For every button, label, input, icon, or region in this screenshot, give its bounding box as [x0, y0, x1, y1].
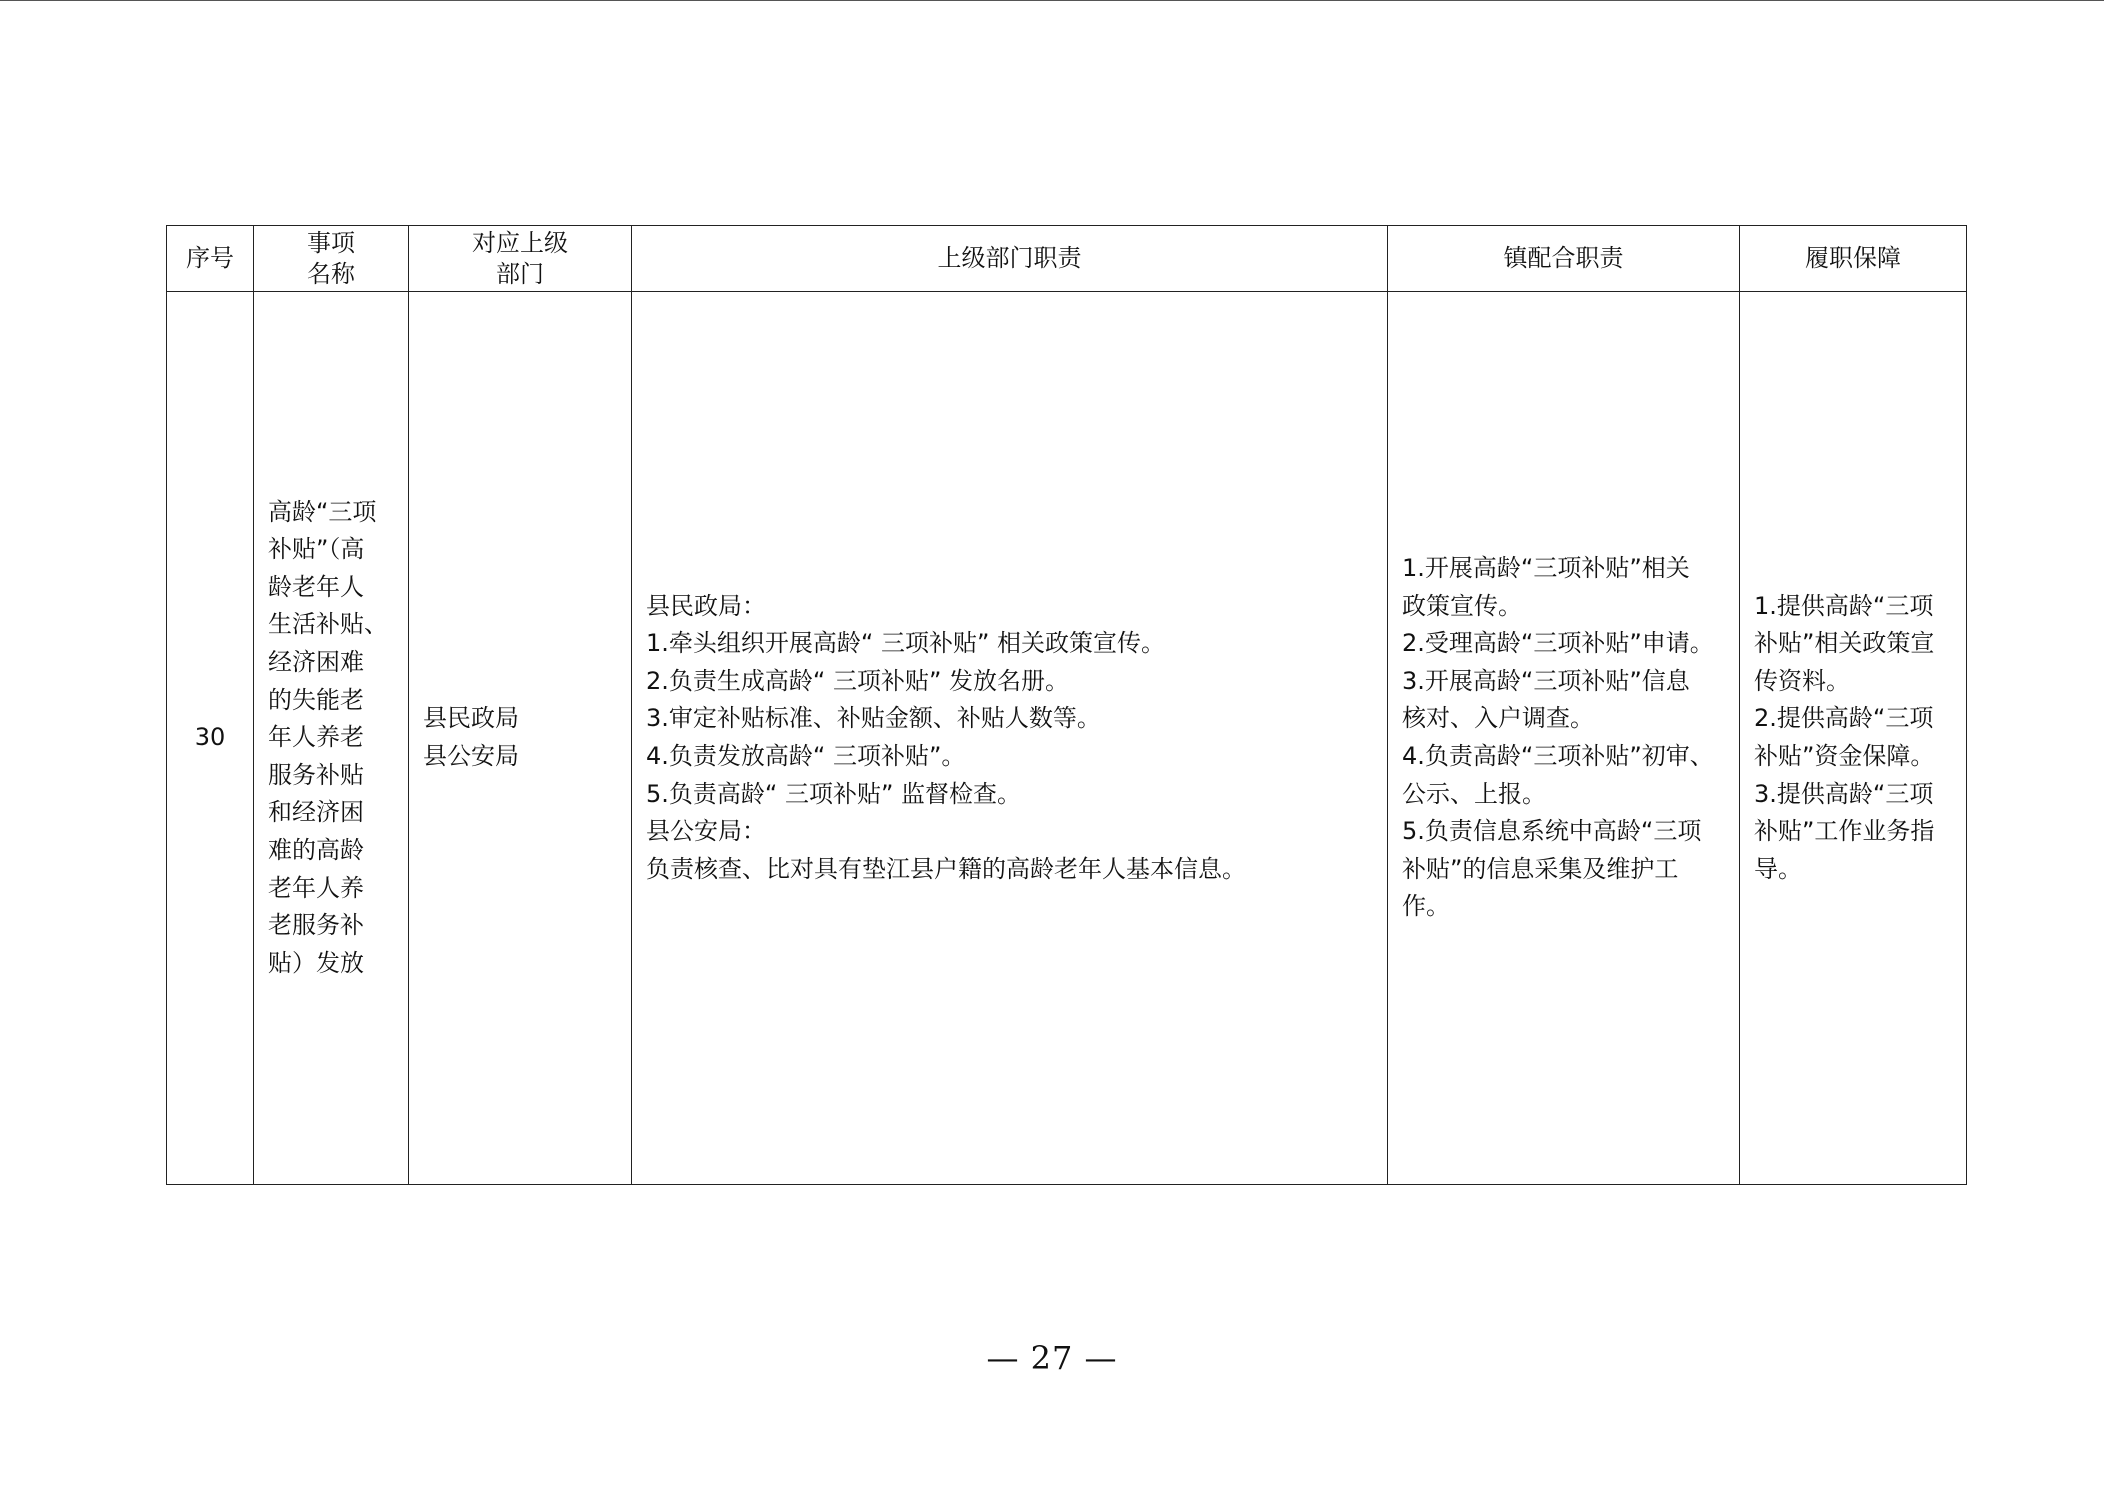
town-duty-line: 补贴”的信息采集及维护工	[1402, 854, 1679, 883]
item-name-line: 生活补贴、	[268, 610, 388, 639]
table-header-row	[167, 226, 1967, 292]
cell-superior-dept	[409, 292, 632, 1185]
upper-duty-line: 1.牵头组织开展高龄“ 三项补贴” 相关政策宣传。	[646, 629, 1166, 658]
item-name-line: 贴）发放	[268, 948, 364, 977]
dept-line: 县民政局	[423, 704, 519, 733]
guarantee-line: 2.提供高龄“三项	[1754, 704, 1934, 733]
town-duty-line: 核对、入户调查。	[1402, 704, 1594, 733]
top-border-line	[0, 0, 2104, 1]
cell-town-duty	[1388, 292, 1740, 1185]
table-row	[167, 292, 1967, 1185]
town-duty-line: 5.负责信息系统中高龄“三项	[1402, 817, 1702, 846]
item-name-line: 龄老年人	[268, 572, 364, 601]
town-duty-line: 作。	[1402, 892, 1450, 921]
guarantee-line: 补贴”相关政策宣	[1754, 629, 1935, 658]
cell-upper-duty	[632, 292, 1388, 1185]
item-name-line: 高龄“三项	[268, 497, 377, 526]
header-dept-line: 对应上级	[472, 228, 568, 257]
page-number: — 27 —	[986, 1339, 1118, 1377]
upper-duty-line: 4.负责发放高龄“ 三项补贴”。	[646, 742, 966, 770]
item-name-line: 经济困难	[268, 648, 364, 677]
guarantee-line: 1.提供高龄“三项	[1754, 591, 1934, 620]
upper-duty-line: 负责核查、比对具有垫江县户籍的高龄老年人基本信息。	[646, 854, 1246, 883]
header-dept	[409, 226, 632, 292]
dept-line: 县公安局	[423, 742, 519, 770]
town-duty-line: 4.负责高龄“三项补贴”初审、	[1402, 742, 1714, 770]
cell-seq: 30	[167, 292, 254, 1185]
item-name-line: 老年人养	[268, 873, 364, 902]
guarantee-line: 导。	[1754, 854, 1802, 883]
guarantee-line: 补贴”工作业务指	[1754, 817, 1935, 846]
town-duty-line: 3.开展高龄“三项补贴”信息	[1402, 666, 1690, 695]
item-name-line: 和经济困	[268, 798, 364, 827]
guarantee-line: 传资料。	[1754, 666, 1850, 695]
header-name	[254, 226, 409, 292]
town-duty-line: 1.开展高龄“三项补贴”相关	[1402, 554, 1690, 583]
header-upper-duty: 上级部门职责	[632, 226, 1388, 292]
item-name-line: 老服务补	[268, 911, 364, 940]
header-guarantee: 履职保障	[1740, 226, 1967, 292]
upper-duty-line: 2.负责生成高龄“ 三项补贴” 发放名册。	[646, 666, 1070, 695]
town-duty-line: 政策宣传。	[1402, 591, 1522, 620]
upper-duty-line: 3.审定补贴标准、补贴金额、补贴人数等。	[646, 704, 1101, 733]
item-name-line: 难的高龄	[268, 835, 364, 864]
item-name-line: 年人养老	[268, 723, 364, 752]
guarantee-line: 3.提供高龄“三项	[1754, 779, 1934, 808]
town-duty-line: 公示、上报。	[1402, 779, 1546, 808]
header-town-duty: 镇配合职责	[1388, 226, 1740, 292]
duty-table	[166, 225, 1967, 1185]
header-dept-line: 部门	[496, 259, 544, 288]
cell-guarantee	[1740, 292, 1967, 1185]
town-duty-line: 2.受理高龄“三项补贴”申请。	[1402, 629, 1714, 658]
header-name-line: 事项	[307, 228, 355, 257]
upper-duty-line: 5.负责高龄“ 三项补贴” 监督检查。	[646, 779, 1022, 808]
item-name-line: 补贴”（高	[268, 535, 365, 564]
upper-duty-line: 县民政局：	[646, 591, 766, 620]
item-name-line: 服务补贴	[268, 760, 364, 789]
header-seq: 序号	[167, 226, 254, 292]
header-name-line: 名称	[307, 259, 355, 288]
guarantee-line: 补贴”资金保障。	[1754, 742, 1935, 770]
item-name-line: 的失能老	[268, 685, 364, 714]
cell-item-name	[254, 292, 409, 1185]
upper-duty-line: 县公安局：	[646, 817, 766, 846]
